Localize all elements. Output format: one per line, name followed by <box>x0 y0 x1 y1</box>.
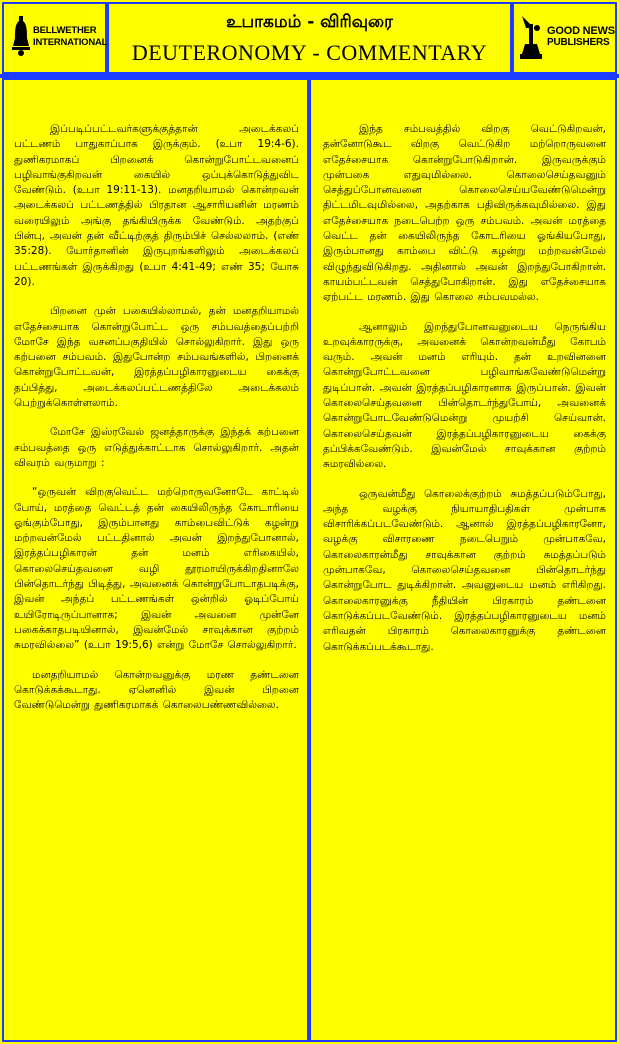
header-right-logo-box <box>512 2 617 74</box>
logo-line-1: GOOD NEWS <box>547 25 615 37</box>
paragraph: இப்படிப்பட்டவர்களுக்குத்தான் அடைக்கலப் பட்டணம் பாதுகாப்பாக இருக்கும். (உபா 19:4-6). துணிகரமாகப் பிறனைக் கொன்றுபோட்டவனைப் பழிவாங்குகிறவன் கையில் ஒப்புக்கொடுத்துவிட வேண்டும். (உபா 19:11-13). மனதறியாமல் கொன்றவன் அடைக்கலப் பட்டணத்தில் பிரதான ஆசாரியனின் மரணம் வரையிலும் அங்கு தங்கியிருக்க வேண்டும். அதற்குப் பின்பு, அவன் தன் வீட்டிற்குத் திரும்பிச் செல்லலாம். (எண் 35:28). யோர்தானின் இருபுறங்களிலும் அடைக்கலப் பட்டணங்கள் இருக்கிறது (உபா 4:41-49; எண் 35; யோசு 20). <box>14 123 299 288</box>
paragraph: மோசே இஸ்ரவேல் ஜனத்தாருக்கு இந்தக் கற்பனை சம்பவத்தை ஒரு எடுத்துக்காட்டாக சொல்லுகிறார். அதன் விவரம் வருமாறு : <box>14 426 299 469</box>
title-tamil: உபாகமம் - விரிவுரை <box>226 12 393 32</box>
bell-icon <box>12 16 30 58</box>
header-left-logo-box <box>2 2 107 74</box>
bellwether-logo <box>12 16 107 58</box>
right-column-text <box>323 122 606 669</box>
header-title-box <box>107 2 512 74</box>
logo-line-2: PUBLISHERS <box>547 37 610 48</box>
good-news-logo <box>520 14 615 60</box>
paragraph: மனதறியாமல் கொன்றவனுக்கு மரண தண்டனை கொடுக்கக்கூடாது. ஏனெனில் இவன் பிறனை வேண்டுமென்று துணிகரமாகக் கொலைபண்ணவில்லை. <box>14 668 299 712</box>
left-column <box>2 78 309 1042</box>
logo-line-2: INTERNATIONAL <box>33 37 108 48</box>
paragraph: இந்த சம்பவத்தில் விறகு வெட்டுகிறவன், தன்னோடுகூட விறகு வெட்டுகிற மற்றொருவனை எதேச்சையாக கொன்றுபோடுகிறான். இருவருக்கும் முன்பகை எதுவுமில்லை. கொலைசெய்தவனும் செத்துப்போனவனை கொலைசெய்யவேண்டுமென்று திட்டமிடவுமில்லை, அதற்காக பதிவிருக்கவுமில்லை. இது எதேச்சையாக நடைபெற்ற ஒரு சம்பவம். அவன் மரத்தை வெட்ட தன் கையிலிருந்த கோடரியை ஓங்கியபோது, இரும்பானது காம்பை விட்டு கழன்று மற்றவன்மேல் விழுந்துவிடுகிறது. அதினால் அவன் இறந்துபோகிறான். காயம்பட்டவன் செத்துபோகிறான். இது எதேச்சையாக ஏற்பட்ட மரணம். இது கொலை சம்பவமல்ல. <box>323 123 606 304</box>
paragraph: “ஒருவன் விறகுவெட்ட மற்றொருவனோடே காட்டில் போய், மரத்தை வெட்டத் தன் கையிலிருந்த கோடாரியை ஓங்கும்போது, இரும்பானது காம்பைவிட்டுக் கழன்று மற்றவன்மேல் பட்டதினால் அவன் இறந்துபோனால், இரத்தப்பழிகாரன் தன் மனம் எரிகையில், கொலைசெய்தவனை வழி தூரமாயிருக்கிறதினாலே பின்தொடர்ந்து பிடித்து, அவனைக் கொன்றுபோடாதபடிக்கு, இவன் அந்தப் பட்டணங்கள் ஒன்றில் ஓடிப்போய் உயிரோடிருப்பானாக; இவன் அவனை முன்னே பகைக்காதபடியினால், இவன்மேல் சாவுக்கான குற்றம் சுமரவில்லை” (உபா 19:5,6) என்று மோசே சொல்லுகிறார். <box>14 486 299 652</box>
logo-line-1: BELLWETHER <box>33 25 97 36</box>
paragraph: ஒருவன்மீது கொலைக்குற்றம் சுமத்தப்படும்போது, அந்த வழக்கு நியாயாதிபதிகள் முன்பாக விசாரிக்கப்படவேண்டும். ஆனால் இரத்தப்பழிகாரனோ, வழக்கு விசாரணை நடைபெறும் முன்பாகவே, கொலைகாரன்மீது சாவுக்கான குற்றம் சுமத்தப்படும் முன்பாகவே, கொலைசெய்தவனை பின்தொடர்ந்து கொன்றுபோட துடிக்கிறான். அவனுடைய மனம் எரிகிறது. கொலைகாரனுக்கு நீதியின் பிரகாரம் தண்டனை கொடுக்கப்படவேண்டும். இரத்தப்பழிகாரனுடைய மனம் எரிவதன் பிரகாரம் கொலைகாரனுக்கு தண்டனை கொடுக்கப்படக்கூடாது. <box>323 487 606 653</box>
paragraph: ஆனாலும் இறந்துபோனவனுடைய நெருங்கிய உறவுக்காரருக்கு, அவனைக் கொன்றவன்மீது கோபம் வரும். அவன் மனம் எரியும். தன் உறவினனை கொன்றுபோட்டவனை பழிவாங்கவேண்டுமென்று துடிப்பான். அவன் இரத்தப்பழிகாரனாக இருப்பான். இவன் கொலைசெய்தவனை பின்தொடர்ந்துபோய், அவனைக் கொன்றுபோடவேண்டுமென்று முயற்சி செய்வான். கொலைசெய்தவன் இரத்தப்பழிகாரனுடைய கைக்கு தப்பிக்கவேண்டும். இவன்மேல் சாவுக்கான குற்றம் சுமரவில்லை. <box>323 320 606 471</box>
left-column-text <box>14 122 299 727</box>
right-column <box>309 78 617 1042</box>
paragraph: பிறனை முன் பகையில்லாமல், தன் மனதறியாமல் எதேச்சையாக கொன்றுபோட்ட ஒரு சம்பவத்தைப்பற்றி மோசே இந்த வசனப்பகுதியில் சொல்லுகிறார். இது ஒரு கற்பனை சம்பவம். இதுபோன்ற சம்பவங்களில், பிறனைக் கொன்றுபோட்டவன், இரத்தப்பழிகாரனுடைய கைக்கு தப்பித்து, அடைக்கலப்பட்டணத்திலே அடைக்கலம் பெற்றுக்கொள்ளலாம். <box>14 305 299 410</box>
title-english: DEUTERONOMY - COMMENTARY <box>131 40 488 65</box>
trumpet-icon <box>520 14 544 60</box>
